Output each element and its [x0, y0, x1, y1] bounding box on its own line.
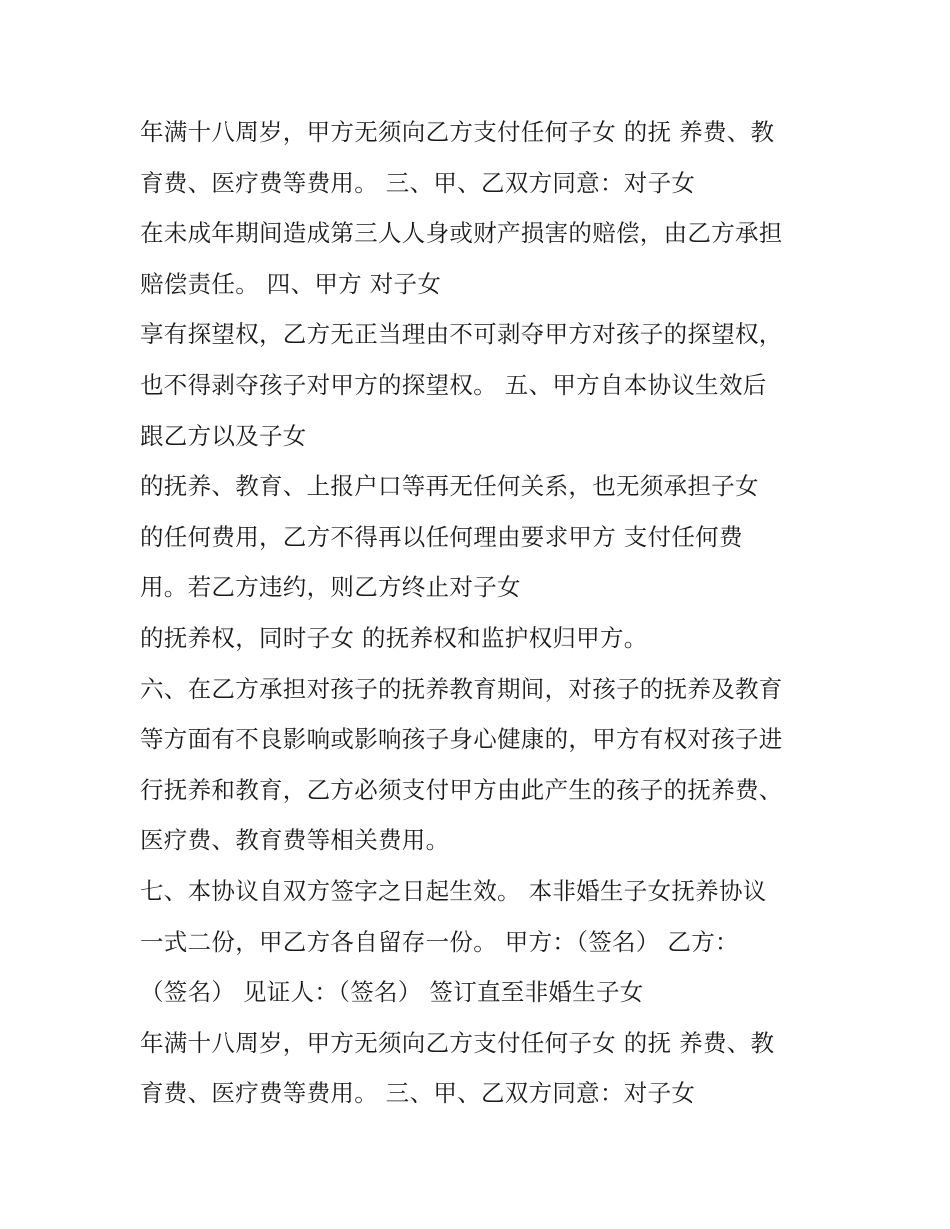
text-line: 的任何费用，乙方不得再以任何理由要求甲方 支付任何费	[140, 522, 743, 551]
document-body	[140, 107, 840, 1119]
text-line: 的抚养、教育、上报户口等再无任何关系，也无须承担子女	[140, 472, 759, 501]
text-line: 的抚养权，同时子女 的抚养权和监护权归甲方。	[140, 623, 648, 652]
text-line: 跟乙方以及子女	[140, 421, 307, 450]
text-line: 也不得剥夺孩子对甲方的探望权。 五、甲方自本协议生效后	[140, 370, 767, 399]
text-line: 六、在乙方承担对孩子的抚养教育期间，对孩子的抚养及教育	[140, 674, 783, 703]
text-line: 用。若乙方违约，则乙方终止对子女	[140, 573, 521, 602]
text-line: 育费、医疗费等费用。 三、甲、乙双方同意：对子女	[140, 168, 696, 197]
text-line: 育费、医疗费等费用。 三、甲、乙双方同意：对子女	[140, 1079, 696, 1108]
text-line: 年满十八周岁，甲方无须向乙方支付任何子女 的抚 养费、教	[140, 118, 775, 146]
text-line: 一式二份，甲乙方各自留存一份。 甲方：（签名） 乙方：	[140, 927, 739, 956]
text-line: （签名） 见证人：（签名） 签订直至非婚生子女	[140, 978, 644, 1007]
text-line: 享有探望权，乙方无正当理由不可剥夺甲方对孩子的探望权，	[140, 320, 783, 349]
text-line: 七、本协议自双方签字之日起生效。 本非婚生子女抚养协议	[140, 876, 767, 905]
text-line: 年满十八周岁，甲方无须向乙方支付任何子女 的抚 养费、教	[140, 1028, 775, 1057]
text-line: 医疗费、教育费等相关费用。	[140, 826, 450, 855]
text-line: 在未成年期间造成第三人人身或财产损害的赔偿，由乙方承担	[140, 219, 783, 248]
text-line: 赔偿责任。 四、甲方 对子女	[140, 269, 442, 298]
text-line: 等方面有不良影响或影响孩子身心健康的，甲方有权对孩子进	[140, 725, 783, 754]
text-line: 行抚养和教育，乙方必须支付甲方由此产生的孩子的抚养费、	[140, 775, 783, 804]
